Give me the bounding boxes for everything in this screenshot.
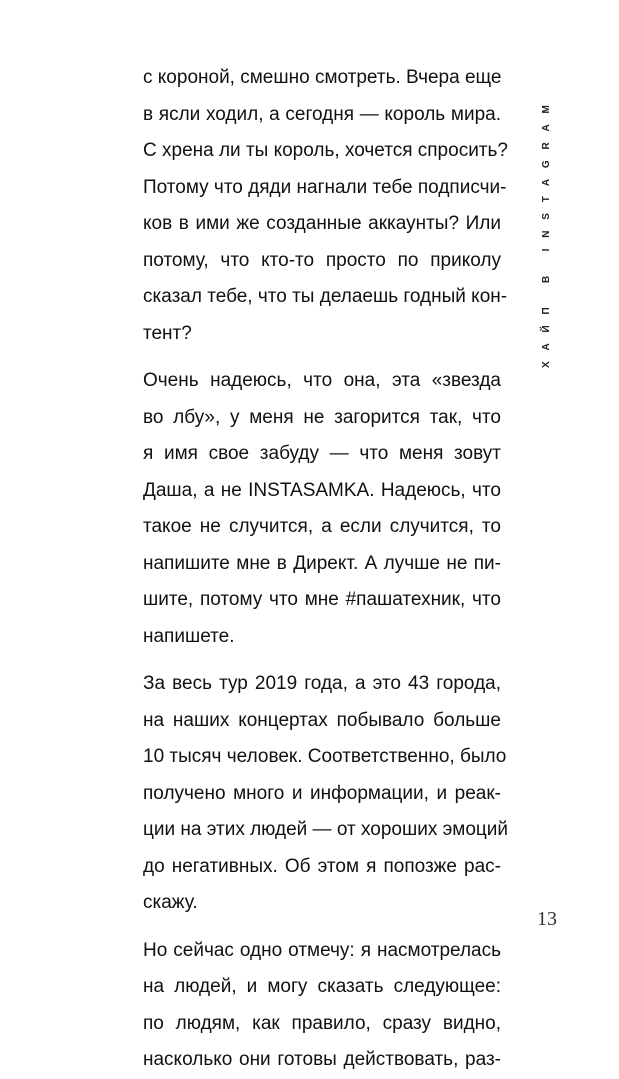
text-line: Но сейчас одно отмечу: я насмотрелась — [143, 939, 501, 961]
paragraph-gap — [143, 922, 501, 933]
text-line: в ясли ходил, а сегодня — король мира. — [143, 103, 501, 125]
text-line: на людей, и могу сказать следующее: — [143, 976, 501, 997]
text-line: сказал тебе, что ты делаешь годный кон- — [143, 286, 508, 307]
running-title: ХАЙП В INSTAGRAM — [541, 94, 552, 368]
text-line: ков в ими же созданные аккаунты? Или — [143, 213, 501, 234]
text-line: Очень надеюсь, что она, эта «звезда — [143, 370, 501, 391]
text-line: на наших концертах побывало больше — [143, 709, 501, 731]
text-line: ции на этих людей — от хороших эмоций — [143, 819, 509, 840]
text-line: потому, что кто-то просто по приколу — [143, 249, 501, 271]
text-line: 10 тысяч человек. Соответственно, было — [143, 746, 507, 767]
paragraph-1 — [143, 60, 508, 352]
paragraph-gap — [143, 655, 501, 666]
text-line: до негативных. Об этом я попозже рас- — [143, 855, 501, 877]
text-line: напишите мне в Директ. А лучше не пи- — [143, 552, 501, 574]
paragraph-2 — [143, 363, 501, 655]
text-line: Потому что дяди нагнали тебе подписчи- — [143, 176, 507, 198]
paragraph-3 — [143, 666, 509, 922]
text-line: скажу. — [143, 892, 198, 913]
text-line: Даша, а не INSTASAMKA. Надеюсь, что — [143, 479, 501, 501]
text-line: во лбу», у меня не загорится так, что — [143, 406, 501, 428]
text-line: получено много и информации, и реак- — [143, 782, 501, 804]
text-line: с короной, смешно смотреть. Вчера еще — [143, 67, 502, 88]
paragraph-4 — [143, 933, 501, 1079]
text-line: я имя свое забуду — что меня зовут — [143, 443, 501, 464]
text-line: насколько они готовы действовать, раз- — [143, 1049, 501, 1070]
text-line: по людям, как правило, сразу видно, — [143, 1012, 501, 1034]
text-line: тент? — [143, 322, 192, 344]
text-line: напишете. — [143, 625, 235, 647]
text-line: С хрена ли ты король, хочется спросить? — [143, 140, 508, 161]
text-line: такое не случится, а если случится, то — [143, 516, 501, 537]
paragraph-gap — [143, 352, 501, 363]
page-number: 13 — [537, 908, 557, 930]
text-line: За весь тур 2019 года, а это 43 города, — [143, 673, 501, 694]
body-text — [143, 60, 509, 1079]
text-line: шите, потому что мне #пашатехник, что — [143, 589, 501, 610]
